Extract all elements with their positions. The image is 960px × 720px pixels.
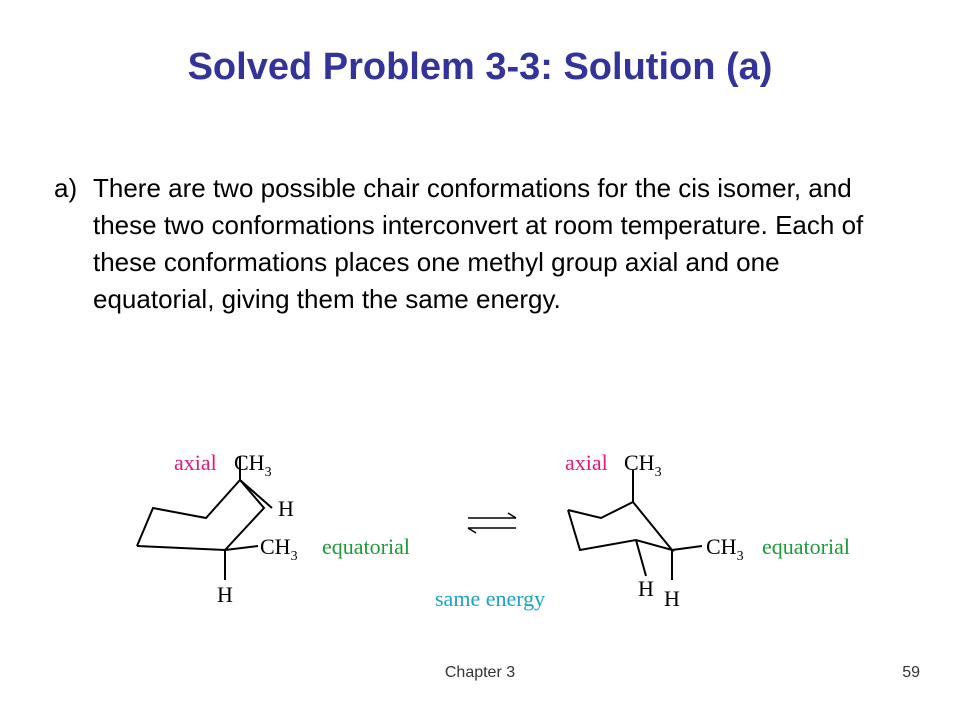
left-equatorial-label: equatorial: [322, 534, 410, 559]
item-marker: a): [54, 173, 78, 203]
left-labels: [174, 450, 410, 607]
left-axial-label: axial: [174, 450, 217, 475]
footer-chapter: Chapter 3: [444, 664, 516, 681]
right-h-low: H: [664, 586, 680, 611]
right-chair: [568, 470, 702, 580]
right-equatorial-label: equatorial: [762, 534, 850, 559]
solution-paragraph: [54, 170, 894, 318]
equilibrium-arrows: [468, 513, 516, 533]
right-axial-label: axial: [565, 450, 608, 475]
left-ring-bonds: [137, 480, 264, 550]
right-ring-bonds: [568, 502, 672, 550]
slide-title: Solved Problem 3-3: Solution (a): [187, 46, 773, 88]
left-h-bottom: H: [217, 582, 233, 607]
right-labels: [565, 450, 850, 611]
left-h-right: H: [278, 496, 294, 521]
right-equatorial-ch3-bond: [672, 546, 702, 550]
right-h-mid-bond: [636, 540, 646, 576]
item-text: There are two possible chair conformations for the cis isomer, and these two conformations interconvert at room temperature. Each of these conformations places one methyl group axial and one equatorial, giving them the same energy.: [93, 173, 864, 314]
left-h-bond: [240, 480, 272, 508]
same-energy-label: same energy: [435, 586, 546, 611]
left-equatorial-ch3-bond: [225, 546, 258, 550]
left-ch3-equatorial: $CH_3$: [260, 534, 298, 564]
right-ch3-equatorial: $CH_3$: [706, 534, 744, 564]
right-ch3-top: $CH_3$: [624, 450, 662, 480]
chair-diagram: [0, 430, 960, 630]
left-ch3-top: $CH_3$: [234, 450, 272, 480]
right-h-mid: H: [638, 576, 654, 601]
chair-conformations-figure: [0, 430, 960, 630]
footer-page-number: 59: [902, 664, 920, 681]
